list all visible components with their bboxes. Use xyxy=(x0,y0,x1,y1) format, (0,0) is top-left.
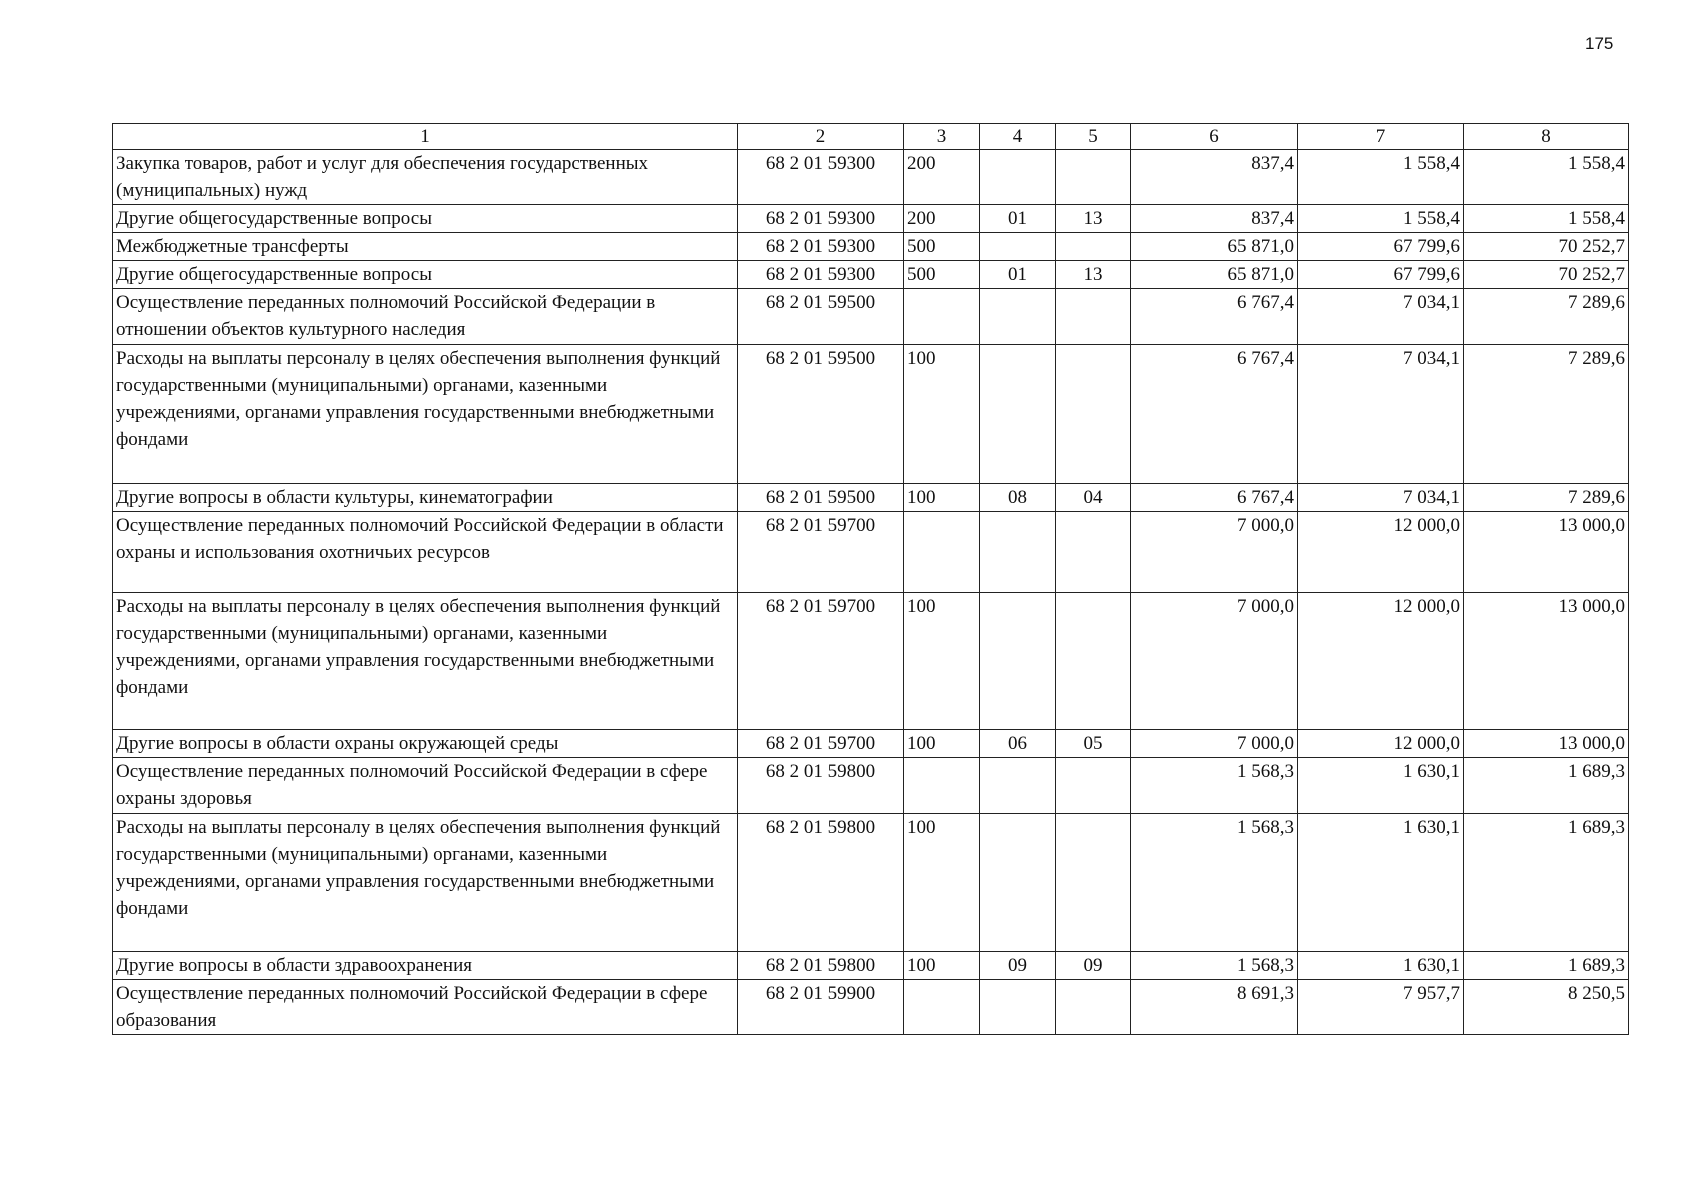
row-name: Другие общегосударственные вопросы xyxy=(113,205,738,233)
table-row xyxy=(113,952,1629,980)
row-pr: 04 xyxy=(1056,484,1131,512)
row-pr: 13 xyxy=(1056,205,1131,233)
row-code: 68 2 01 59800 xyxy=(738,814,904,952)
row-vr: 100 xyxy=(904,814,980,952)
row-value-7: 7 034,1 xyxy=(1298,289,1464,345)
row-code: 68 2 01 59500 xyxy=(738,289,904,345)
row-vr: 100 xyxy=(904,730,980,758)
row-code: 68 2 01 59300 xyxy=(738,150,904,205)
row-value-7: 7 034,1 xyxy=(1298,345,1464,484)
row-value-6: 837,4 xyxy=(1131,150,1298,205)
row-value-8: 7 289,6 xyxy=(1464,484,1629,512)
row-name: Другие вопросы в области охраны окружающей среды xyxy=(113,730,738,758)
row-name: Другие вопросы в области культуры, кинематографии xyxy=(113,484,738,512)
row-name: Осуществление переданных полномочий Российской Федерации в сфере охраны здоровья xyxy=(113,758,738,814)
row-code: 68 2 01 59900 xyxy=(738,980,904,1035)
row-code: 68 2 01 59700 xyxy=(738,593,904,730)
row-rz: 08 xyxy=(980,484,1056,512)
row-rz xyxy=(980,512,1056,593)
row-value-7: 1 630,1 xyxy=(1298,814,1464,952)
row-rz xyxy=(980,289,1056,345)
row-value-7: 7 034,1 xyxy=(1298,484,1464,512)
row-name: Осуществление переданных полномочий Российской Федерации в области охраны и использования охотничьих ресурсов xyxy=(113,512,738,593)
row-value-8: 1 558,4 xyxy=(1464,205,1629,233)
row-value-6: 7 000,0 xyxy=(1131,730,1298,758)
row-value-7: 1 630,1 xyxy=(1298,758,1464,814)
row-pr: 05 xyxy=(1056,730,1131,758)
row-value-6: 7 000,0 xyxy=(1131,512,1298,593)
row-vr: 200 xyxy=(904,150,980,205)
row-name: Расходы на выплаты персоналу в целях обеспечения выполнения функций государственными (муниципальными) органами, казенными учреждениями, органами управления государственными внебюджетными фондами xyxy=(113,593,738,730)
table-row xyxy=(113,261,1629,289)
row-rz xyxy=(980,233,1056,261)
row-name: Другие вопросы в области здравоохранения xyxy=(113,952,738,980)
row-value-7: 12 000,0 xyxy=(1298,512,1464,593)
row-code: 68 2 01 59700 xyxy=(738,730,904,758)
row-pr xyxy=(1056,289,1131,345)
row-rz: 01 xyxy=(980,261,1056,289)
row-pr xyxy=(1056,512,1131,593)
row-value-6: 7 000,0 xyxy=(1131,593,1298,730)
row-value-6: 6 767,4 xyxy=(1131,345,1298,484)
row-value-8: 7 289,6 xyxy=(1464,345,1629,484)
row-value-7: 12 000,0 xyxy=(1298,730,1464,758)
table-row xyxy=(113,150,1629,205)
col-header-3: 3 xyxy=(904,124,980,150)
row-vr: 100 xyxy=(904,593,980,730)
row-vr: 500 xyxy=(904,233,980,261)
row-value-8: 1 689,3 xyxy=(1464,758,1629,814)
row-value-7: 67 799,6 xyxy=(1298,261,1464,289)
table-row xyxy=(113,289,1629,345)
row-pr xyxy=(1056,345,1131,484)
row-vr xyxy=(904,289,980,345)
table-row xyxy=(113,593,1629,730)
col-header-4: 4 xyxy=(980,124,1056,150)
row-value-7: 1 558,4 xyxy=(1298,150,1464,205)
table-row xyxy=(113,512,1629,593)
row-name: Расходы на выплаты персоналу в целях обеспечения выполнения функций государственными (муниципальными) органами, казенными учреждениями, органами управления государственными внебюджетными фондами xyxy=(113,814,738,952)
col-header-5: 5 xyxy=(1056,124,1131,150)
table-row xyxy=(113,205,1629,233)
row-value-7: 12 000,0 xyxy=(1298,593,1464,730)
table-row xyxy=(113,730,1629,758)
row-code: 68 2 01 59800 xyxy=(738,758,904,814)
row-value-7: 67 799,6 xyxy=(1298,233,1464,261)
row-vr: 100 xyxy=(904,952,980,980)
table-row xyxy=(113,484,1629,512)
row-rz: 06 xyxy=(980,730,1056,758)
row-value-8: 8 250,5 xyxy=(1464,980,1629,1035)
row-vr xyxy=(904,980,980,1035)
row-value-7: 7 957,7 xyxy=(1298,980,1464,1035)
row-name: Осуществление переданных полномочий Российской Федерации в сфере образования xyxy=(113,980,738,1035)
budget-table xyxy=(112,123,1629,1035)
row-vr: 100 xyxy=(904,484,980,512)
table-row xyxy=(113,980,1629,1035)
table-row xyxy=(113,814,1629,952)
row-value-8: 13 000,0 xyxy=(1464,512,1629,593)
row-value-8: 1 689,3 xyxy=(1464,952,1629,980)
row-vr: 100 xyxy=(904,345,980,484)
row-pr xyxy=(1056,758,1131,814)
row-pr: 13 xyxy=(1056,261,1131,289)
row-name: Закупка товаров, работ и услуг для обеспечения государственных (муниципальных) нужд xyxy=(113,150,738,205)
row-vr: 500 xyxy=(904,261,980,289)
page-number: 175 xyxy=(1585,34,1614,53)
row-rz xyxy=(980,150,1056,205)
row-code: 68 2 01 59300 xyxy=(738,205,904,233)
row-rz xyxy=(980,758,1056,814)
row-rz xyxy=(980,345,1056,484)
row-value-6: 1 568,3 xyxy=(1131,814,1298,952)
row-value-6: 65 871,0 xyxy=(1131,261,1298,289)
col-header-1: 1 xyxy=(113,124,738,150)
col-header-6: 6 xyxy=(1131,124,1298,150)
row-code: 68 2 01 59300 xyxy=(738,233,904,261)
row-value-8: 7 289,6 xyxy=(1464,289,1629,345)
row-value-8: 1 689,3 xyxy=(1464,814,1629,952)
row-pr xyxy=(1056,593,1131,730)
row-value-6: 8 691,3 xyxy=(1131,980,1298,1035)
col-header-7: 7 xyxy=(1298,124,1464,150)
row-pr xyxy=(1056,233,1131,261)
row-value-6: 1 568,3 xyxy=(1131,952,1298,980)
row-vr: 200 xyxy=(904,205,980,233)
row-name: Межбюджетные трансферты xyxy=(113,233,738,261)
row-code: 68 2 01 59500 xyxy=(738,345,904,484)
row-pr xyxy=(1056,150,1131,205)
row-value-8: 70 252,7 xyxy=(1464,233,1629,261)
table-row xyxy=(113,233,1629,261)
row-value-6: 6 767,4 xyxy=(1131,484,1298,512)
header-row xyxy=(113,124,1629,150)
row-name: Осуществление переданных полномочий Российской Федерации в отношении объектов культурного наследия xyxy=(113,289,738,345)
table-row xyxy=(113,758,1629,814)
col-header-2: 2 xyxy=(738,124,904,150)
row-value-6: 65 871,0 xyxy=(1131,233,1298,261)
row-code: 68 2 01 59700 xyxy=(738,512,904,593)
row-name: Другие общегосударственные вопросы xyxy=(113,261,738,289)
row-value-6: 1 568,3 xyxy=(1131,758,1298,814)
row-value-6: 6 767,4 xyxy=(1131,289,1298,345)
col-header-8: 8 xyxy=(1464,124,1629,150)
row-value-7: 1 630,1 xyxy=(1298,952,1464,980)
row-name: Расходы на выплаты персоналу в целях обеспечения выполнения функций государственными (муниципальными) органами, казенными учреждениями, органами управления государственными внебюджетными фондами xyxy=(113,345,738,484)
row-rz xyxy=(980,980,1056,1035)
row-code: 68 2 01 59300 xyxy=(738,261,904,289)
row-vr xyxy=(904,512,980,593)
row-code: 68 2 01 59500 xyxy=(738,484,904,512)
row-value-7: 1 558,4 xyxy=(1298,205,1464,233)
row-vr xyxy=(904,758,980,814)
row-rz: 09 xyxy=(980,952,1056,980)
row-value-8: 13 000,0 xyxy=(1464,730,1629,758)
row-code: 68 2 01 59800 xyxy=(738,952,904,980)
table-row xyxy=(113,345,1629,484)
row-pr xyxy=(1056,814,1131,952)
row-value-8: 1 558,4 xyxy=(1464,150,1629,205)
row-pr: 09 xyxy=(1056,952,1131,980)
row-rz: 01 xyxy=(980,205,1056,233)
row-pr xyxy=(1056,980,1131,1035)
row-rz xyxy=(980,593,1056,730)
row-value-6: 837,4 xyxy=(1131,205,1298,233)
row-value-8: 70 252,7 xyxy=(1464,261,1629,289)
row-value-8: 13 000,0 xyxy=(1464,593,1629,730)
row-rz xyxy=(980,814,1056,952)
